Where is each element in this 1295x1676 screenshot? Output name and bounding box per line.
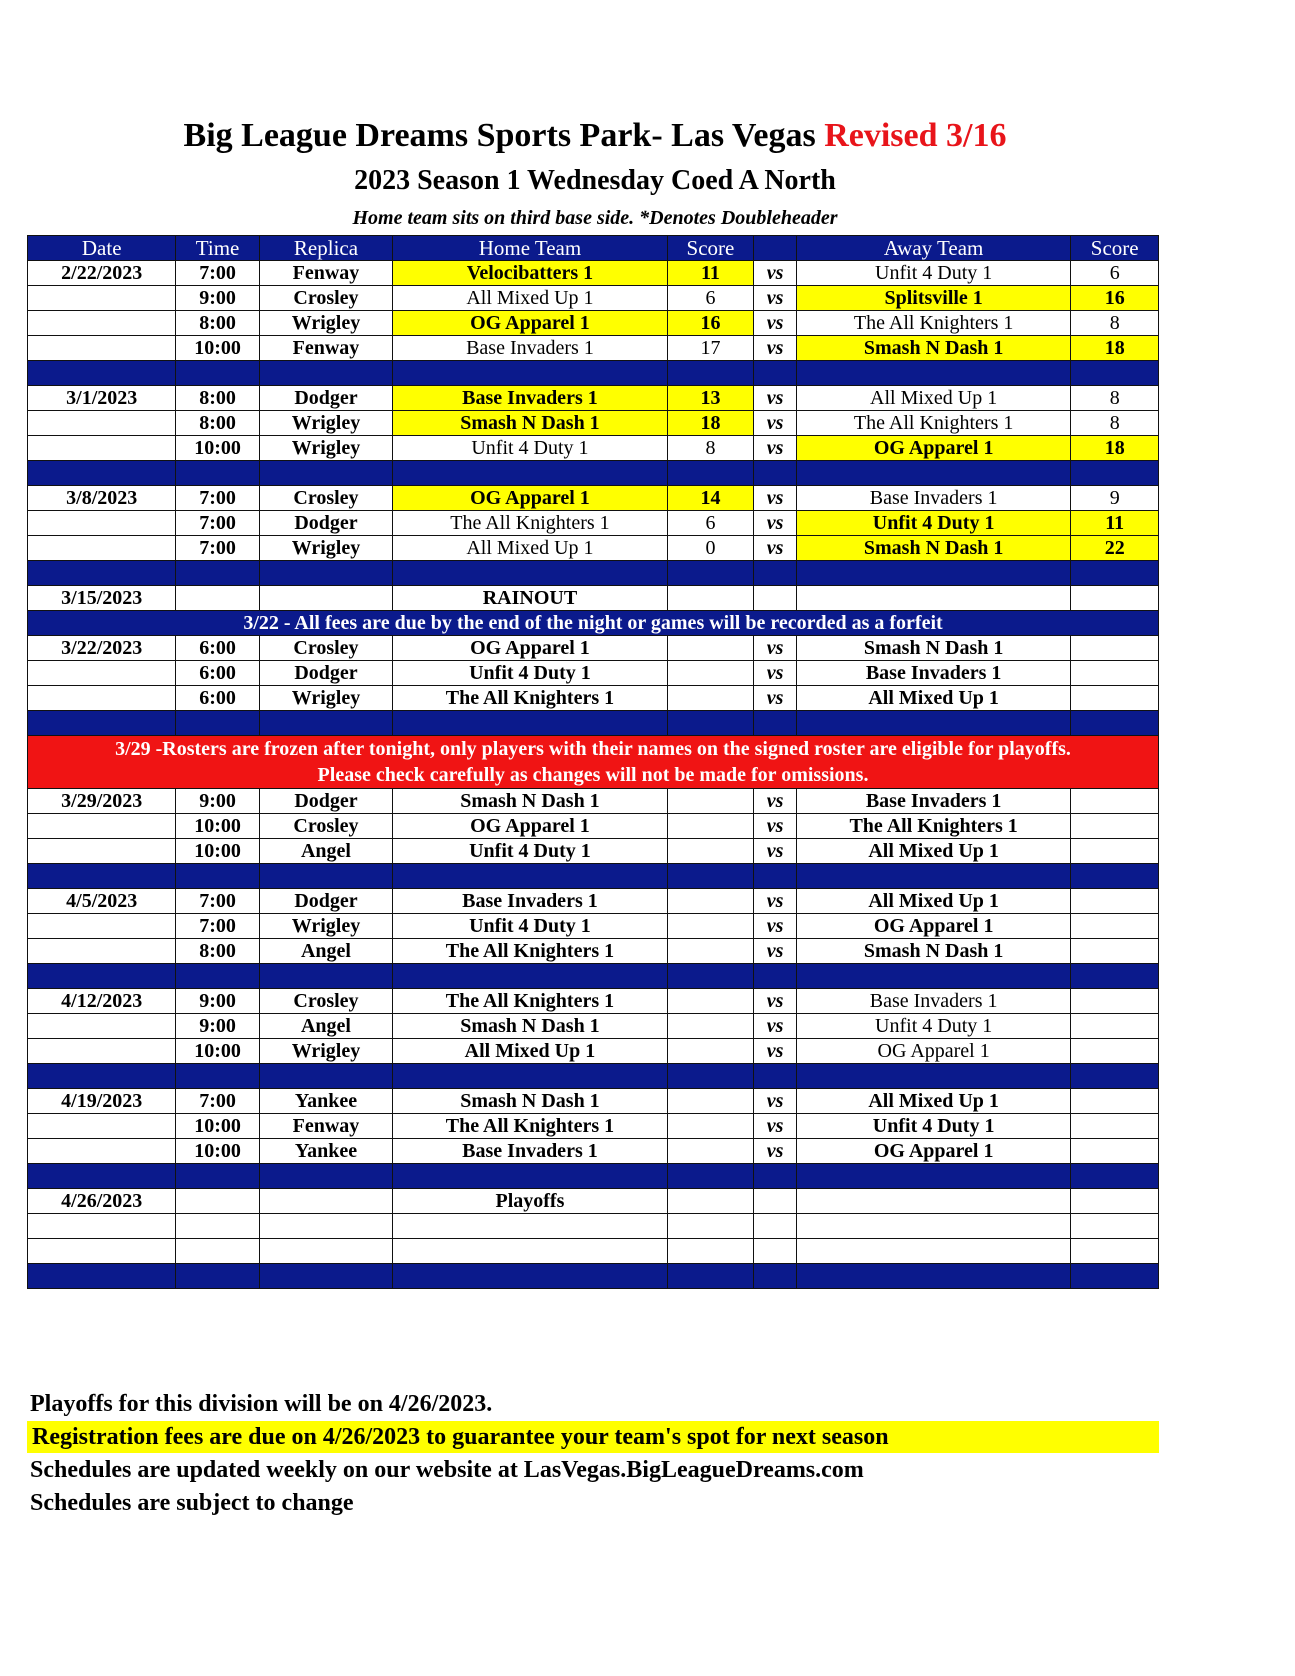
- time-cell: 10:00: [176, 1139, 259, 1164]
- vs-cell: vs: [754, 261, 797, 286]
- date-cell: 4/19/2023: [28, 1089, 176, 1114]
- title-text: Big League Dreams Sports Park- Las Vegas: [183, 117, 816, 154]
- col-home-score: Score: [667, 236, 754, 261]
- date-cell: [28, 914, 176, 939]
- field-cell: Yankee: [259, 1089, 392, 1114]
- home-score-cell: 6: [667, 511, 754, 536]
- vs-cell: vs: [754, 839, 797, 864]
- date-cell: [28, 1014, 176, 1039]
- col-away-score: Score: [1071, 236, 1159, 261]
- table-row: [28, 261, 1159, 286]
- home-team-cell: The All Knighters 1: [393, 939, 667, 964]
- home-team-cell: Unfit 4 Duty 1: [393, 839, 667, 864]
- away-score-cell: [1071, 939, 1159, 964]
- home-score-cell: 14: [667, 486, 754, 511]
- roster-notice-line-2: Please check carefully as changes will not be made for omissions.: [317, 764, 869, 786]
- away-team-cell: Smash N Dash 1: [796, 336, 1070, 361]
- away-team-cell: The All Knighters 1: [796, 311, 1070, 336]
- away-score-cell: 18: [1071, 436, 1159, 461]
- table-row: [28, 486, 1159, 511]
- date-cell: 4/5/2023: [28, 889, 176, 914]
- table-row: [28, 411, 1159, 436]
- away-team-cell: The All Knighters 1: [796, 814, 1070, 839]
- away-score-cell: 22: [1071, 536, 1159, 561]
- date-cell: [28, 311, 176, 336]
- date-cell: [28, 661, 176, 686]
- roster-notice-line-1: 3/29 -Rosters are frozen after tonight, only players with their names on the signed roster are eligible for playoffs.: [115, 738, 1071, 760]
- home-score-cell: [667, 1014, 754, 1039]
- home-score-cell: 16: [667, 311, 754, 336]
- time-cell: 10:00: [176, 1039, 259, 1064]
- fees-notice: 3/22 - All fees are due by the end of the night or games will be recorded as a forfeit: [28, 611, 1159, 636]
- revised-label: Revised 3/16: [824, 117, 1007, 154]
- field-cell: Crosley: [259, 814, 392, 839]
- field-cell: Wrigley: [259, 536, 392, 561]
- time-cell: 9:00: [176, 1014, 259, 1039]
- home-team-cell: Unfit 4 Duty 1: [393, 436, 667, 461]
- separator-row: [28, 561, 1159, 586]
- time-cell: 8:00: [176, 386, 259, 411]
- away-score-cell: 6: [1071, 261, 1159, 286]
- date-cell: 2/22/2023: [28, 261, 176, 286]
- vs-cell: vs: [754, 511, 797, 536]
- table-row: [28, 789, 1159, 814]
- vs-cell: vs: [754, 914, 797, 939]
- home-team-cell: OG Apparel 1: [393, 486, 667, 511]
- home-team-cell: Smash N Dash 1: [393, 1089, 667, 1114]
- field-cell: Dodger: [259, 511, 392, 536]
- col-away-team: Away Team: [796, 236, 1070, 261]
- time-cell: 10:00: [176, 1114, 259, 1139]
- home-score-cell: [667, 914, 754, 939]
- col-date: Date: [28, 236, 176, 261]
- time-cell: 10:00: [176, 436, 259, 461]
- time-cell: 8:00: [176, 411, 259, 436]
- away-team-cell: Unfit 4 Duty 1: [796, 1114, 1070, 1139]
- registration-note: Registration fees are due on 4/26/2023 to guarantee your team's spot for next season: [27, 1421, 1159, 1453]
- page-subtitle: 2023 Season 1 Wednesday Coed A North: [354, 165, 836, 196]
- home-score-cell: 0: [667, 536, 754, 561]
- away-team-cell: All Mixed Up 1: [796, 889, 1070, 914]
- separator-row: [28, 864, 1159, 889]
- date-cell: [28, 336, 176, 361]
- separator-row: [28, 1164, 1159, 1189]
- home-team-cell: Smash N Dash 1: [393, 789, 667, 814]
- away-team-cell: Smash N Dash 1: [796, 636, 1070, 661]
- header-row: [28, 236, 1159, 261]
- vs-cell: vs: [754, 336, 797, 361]
- col-replica: Replica: [259, 236, 392, 261]
- away-team-cell: Smash N Dash 1: [796, 939, 1070, 964]
- vs-cell: vs: [754, 1139, 797, 1164]
- vs-cell: vs: [754, 436, 797, 461]
- away-team-cell: Base Invaders 1: [796, 661, 1070, 686]
- home-team-cell: All Mixed Up 1: [393, 536, 667, 561]
- date-cell: 3/15/2023: [28, 586, 176, 611]
- date-cell: [28, 536, 176, 561]
- home-score-cell: [667, 1039, 754, 1064]
- away-team-cell: The All Knighters 1: [796, 411, 1070, 436]
- vs-cell: vs: [754, 386, 797, 411]
- field-cell: Dodger: [259, 386, 392, 411]
- home-score-cell: [667, 889, 754, 914]
- field-cell: Wrigley: [259, 686, 392, 711]
- table-row: [28, 1014, 1159, 1039]
- field-cell: Angel: [259, 1014, 392, 1039]
- away-team-cell: Unfit 4 Duty 1: [796, 261, 1070, 286]
- home-team-cell: Base Invaders 1: [393, 1139, 667, 1164]
- field-cell: Wrigley: [259, 914, 392, 939]
- away-team-cell: All Mixed Up 1: [796, 686, 1070, 711]
- time-cell: 7:00: [176, 486, 259, 511]
- subject-to-change-note: Schedules are subject to change: [30, 1490, 354, 1516]
- away-score-cell: 9: [1071, 486, 1159, 511]
- away-score-cell: [1071, 1014, 1159, 1039]
- separator-row: [28, 964, 1159, 989]
- away-team-cell: All Mixed Up 1: [796, 1089, 1070, 1114]
- table-row: [28, 1189, 1159, 1214]
- home-team-cell: The All Knighters 1: [393, 511, 667, 536]
- roster-notice: [28, 736, 1159, 789]
- field-cell: Dodger: [259, 661, 392, 686]
- field-cell: Wrigley: [259, 311, 392, 336]
- away-team-cell: Splitsville 1: [796, 286, 1070, 311]
- home-team-cell: OG Apparel 1: [393, 636, 667, 661]
- table-row: [28, 1114, 1159, 1139]
- away-score-cell: [1071, 1114, 1159, 1139]
- vs-cell: vs: [754, 1089, 797, 1114]
- rainout-label: RAINOUT: [393, 586, 667, 611]
- away-score-cell: [1071, 661, 1159, 686]
- home-team-cell: The All Knighters 1: [393, 686, 667, 711]
- date-cell: 3/22/2023: [28, 636, 176, 661]
- time-cell: 7:00: [176, 914, 259, 939]
- vs-cell: vs: [754, 789, 797, 814]
- website-note: Schedules are updated weekly on our website at LasVegas.BigLeagueDreams.com: [30, 1457, 864, 1483]
- home-score-cell: 6: [667, 286, 754, 311]
- home-score-cell: [667, 661, 754, 686]
- away-team-cell: All Mixed Up 1: [796, 839, 1070, 864]
- date-cell: [28, 814, 176, 839]
- home-team-cell: The All Knighters 1: [393, 1114, 667, 1139]
- time-cell: 7:00: [176, 511, 259, 536]
- date-cell: 4/12/2023: [28, 989, 176, 1014]
- home-score-cell: [667, 789, 754, 814]
- home-score-cell: 13: [667, 386, 754, 411]
- date-cell: [28, 511, 176, 536]
- time-cell: 7:00: [176, 536, 259, 561]
- away-team-cell: OG Apparel 1: [796, 436, 1070, 461]
- date-cell: [28, 411, 176, 436]
- page-title: [0, 116, 1190, 156]
- date-cell: 3/29/2023: [28, 789, 176, 814]
- date-cell: 4/26/2023: [28, 1189, 176, 1214]
- table-row: [28, 436, 1159, 461]
- home-team-cell: All Mixed Up 1: [393, 1039, 667, 1064]
- away-score-cell: [1071, 1139, 1159, 1164]
- table-row: [28, 1089, 1159, 1114]
- playoffs-note: Playoffs for this division will be on 4/26/2023.: [30, 1391, 493, 1417]
- roster-notice-row: [28, 736, 1159, 789]
- time-cell: 9:00: [176, 286, 259, 311]
- separator-row: [28, 1064, 1159, 1089]
- home-team-cell: Smash N Dash 1: [393, 411, 667, 436]
- away-team-cell: Smash N Dash 1: [796, 536, 1070, 561]
- field-cell: Crosley: [259, 486, 392, 511]
- home-score-cell: [667, 636, 754, 661]
- field-cell: Crosley: [259, 286, 392, 311]
- home-score-cell: [667, 989, 754, 1014]
- table-row: [28, 914, 1159, 939]
- field-cell: Wrigley: [259, 436, 392, 461]
- time-cell: 7:00: [176, 261, 259, 286]
- separator-row: [28, 461, 1159, 486]
- table-row: [28, 839, 1159, 864]
- away-score-cell: [1071, 814, 1159, 839]
- date-cell: [28, 686, 176, 711]
- home-team-cell: The All Knighters 1: [393, 989, 667, 1014]
- date-cell: [28, 1139, 176, 1164]
- home-score-cell: [667, 1139, 754, 1164]
- separator-row: [28, 711, 1159, 736]
- home-score-cell: 8: [667, 436, 754, 461]
- away-score-cell: 18: [1071, 336, 1159, 361]
- time-cell: 10:00: [176, 336, 259, 361]
- table-row: [28, 636, 1159, 661]
- vs-cell: vs: [754, 989, 797, 1014]
- field-cell: Fenway: [259, 336, 392, 361]
- table-row: [28, 1039, 1159, 1064]
- away-score-cell: [1071, 914, 1159, 939]
- home-score-cell: [667, 939, 754, 964]
- col-vs: [754, 236, 797, 261]
- table-row: [28, 1139, 1159, 1164]
- table-row: [28, 311, 1159, 336]
- date-cell: [28, 436, 176, 461]
- away-score-cell: 16: [1071, 286, 1159, 311]
- away-score-cell: 8: [1071, 386, 1159, 411]
- vs-cell: vs: [754, 311, 797, 336]
- fees-notice-row: [28, 611, 1159, 636]
- away-score-cell: [1071, 989, 1159, 1014]
- away-score-cell: [1071, 789, 1159, 814]
- away-team-cell: Base Invaders 1: [796, 989, 1070, 1014]
- table-row: [28, 939, 1159, 964]
- field-cell: Fenway: [259, 261, 392, 286]
- time-cell: 9:00: [176, 989, 259, 1014]
- away-score-cell: [1071, 636, 1159, 661]
- away-score-cell: [1071, 1039, 1159, 1064]
- home-score-cell: 17: [667, 336, 754, 361]
- vs-cell: vs: [754, 286, 797, 311]
- vs-cell: vs: [754, 1039, 797, 1064]
- time-cell: 8:00: [176, 311, 259, 336]
- table-row: [28, 336, 1159, 361]
- field-cell: Yankee: [259, 1139, 392, 1164]
- separator-row: [28, 1264, 1159, 1289]
- away-score-cell: 8: [1071, 411, 1159, 436]
- home-team-cell: Unfit 4 Duty 1: [393, 661, 667, 686]
- date-cell: 3/1/2023: [28, 386, 176, 411]
- time-cell: 9:00: [176, 789, 259, 814]
- table-row: [28, 814, 1159, 839]
- home-team-cell: Smash N Dash 1: [393, 1014, 667, 1039]
- table-row: [28, 511, 1159, 536]
- date-cell: 3/8/2023: [28, 486, 176, 511]
- empty-row: [28, 1239, 1159, 1264]
- vs-cell: vs: [754, 536, 797, 561]
- vs-cell: vs: [754, 411, 797, 436]
- vs-cell: vs: [754, 636, 797, 661]
- time-cell: 6:00: [176, 636, 259, 661]
- vs-cell: vs: [754, 1114, 797, 1139]
- home-team-cell: OG Apparel 1: [393, 311, 667, 336]
- vs-cell: vs: [754, 939, 797, 964]
- date-cell: [28, 839, 176, 864]
- home-team-cell: OG Apparel 1: [393, 814, 667, 839]
- field-cell: Angel: [259, 939, 392, 964]
- field-cell: Dodger: [259, 789, 392, 814]
- away-team-cell: Base Invaders 1: [796, 486, 1070, 511]
- field-cell: Crosley: [259, 989, 392, 1014]
- time-cell: 6:00: [176, 661, 259, 686]
- playoffs-label: Playoffs: [393, 1189, 667, 1214]
- time-cell: 8:00: [176, 939, 259, 964]
- table-row: [28, 661, 1159, 686]
- away-score-cell: [1071, 839, 1159, 864]
- home-team-cell: Unfit 4 Duty 1: [393, 914, 667, 939]
- table-row: [28, 989, 1159, 1014]
- field-cell: Angel: [259, 839, 392, 864]
- home-score-cell: [667, 814, 754, 839]
- away-team-cell: OG Apparel 1: [796, 914, 1070, 939]
- home-team-cell: Base Invaders 1: [393, 386, 667, 411]
- empty-row: [28, 1214, 1159, 1239]
- table-row: [28, 536, 1159, 561]
- vs-cell: vs: [754, 814, 797, 839]
- field-cell: Dodger: [259, 889, 392, 914]
- vs-cell: vs: [754, 686, 797, 711]
- home-team-note: Home team sits on third base side. *Denotes Doubleheader: [352, 207, 838, 229]
- home-team-cell: Velocibatters 1: [393, 261, 667, 286]
- field-cell: Crosley: [259, 636, 392, 661]
- home-score-cell: 11: [667, 261, 754, 286]
- table-row: [28, 686, 1159, 711]
- table-row: [28, 286, 1159, 311]
- away-team-cell: Unfit 4 Duty 1: [796, 511, 1070, 536]
- away-score-cell: [1071, 889, 1159, 914]
- col-home-team: Home Team: [393, 236, 667, 261]
- home-score-cell: [667, 839, 754, 864]
- vs-cell: vs: [754, 889, 797, 914]
- away-team-cell: Unfit 4 Duty 1: [796, 1014, 1070, 1039]
- home-score-cell: [667, 1089, 754, 1114]
- time-cell: 7:00: [176, 889, 259, 914]
- home-team-cell: All Mixed Up 1: [393, 286, 667, 311]
- away-score-cell: [1071, 1089, 1159, 1114]
- table-row: [28, 386, 1159, 411]
- home-score-cell: [667, 686, 754, 711]
- field-cell: Fenway: [259, 1114, 392, 1139]
- date-cell: [28, 1039, 176, 1064]
- time-cell: [176, 586, 259, 611]
- away-score-cell: 8: [1071, 311, 1159, 336]
- away-score-cell: 11: [1071, 511, 1159, 536]
- schedule-table: [27, 235, 1159, 1289]
- away-score-cell: [1071, 686, 1159, 711]
- table-row: [28, 586, 1159, 611]
- date-cell: [28, 939, 176, 964]
- home-team-cell: Base Invaders 1: [393, 336, 667, 361]
- vs-cell: vs: [754, 661, 797, 686]
- time-cell: 10:00: [176, 839, 259, 864]
- field-cell: [259, 586, 392, 611]
- table-row: [28, 889, 1159, 914]
- date-cell: [28, 1114, 176, 1139]
- vs-cell: vs: [754, 1014, 797, 1039]
- date-cell: [28, 286, 176, 311]
- field-cell: Wrigley: [259, 1039, 392, 1064]
- away-team-cell: Base Invaders 1: [796, 789, 1070, 814]
- home-score-cell: [667, 1114, 754, 1139]
- separator-row: [28, 361, 1159, 386]
- away-team-cell: OG Apparel 1: [796, 1139, 1070, 1164]
- home-team-cell: Base Invaders 1: [393, 889, 667, 914]
- time-cell: 6:00: [176, 686, 259, 711]
- col-time: Time: [176, 236, 259, 261]
- vs-cell: vs: [754, 486, 797, 511]
- time-cell: 7:00: [176, 1089, 259, 1114]
- time-cell: 10:00: [176, 814, 259, 839]
- away-team-cell: OG Apparel 1: [796, 1039, 1070, 1064]
- away-team-cell: All Mixed Up 1: [796, 386, 1070, 411]
- field-cell: Wrigley: [259, 411, 392, 436]
- home-score-cell: 18: [667, 411, 754, 436]
